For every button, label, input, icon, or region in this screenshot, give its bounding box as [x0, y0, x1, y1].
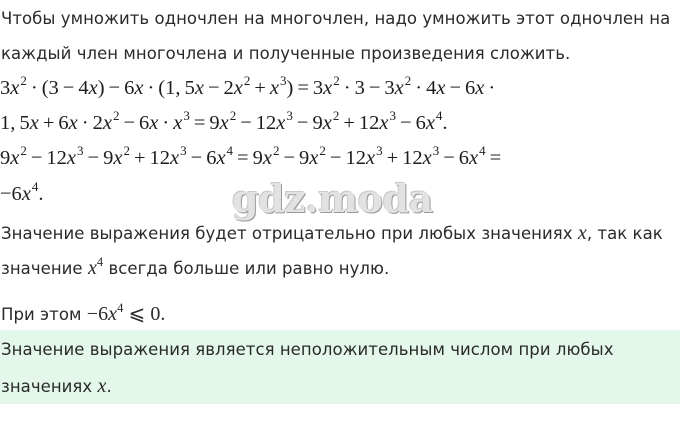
math-line-4: $-6x^4$.: [0, 179, 44, 205]
intro-line-1: Чтобы умножить одночлен на многочлен, надо умножить этот одночлен на: [1, 9, 671, 28]
answer-box: [0, 330, 680, 404]
math-line-2: 1, $5x + 6x \cdot 2x^2 - 6x \cdot x^3 = 9x^2 - 12x^3 - 9x^2 + 12x^3 - 6x^4$.: [0, 108, 448, 134]
intro-line-2: каждый член многочлена и полученные произведения сложить.: [1, 44, 571, 63]
statement-line-1: Значение выражения будет отрицательно при любых значениях x, так как: [1, 222, 663, 244]
statement-line-2: значение $x^4$ всегда больше или равно нулю.: [1, 255, 390, 279]
answer-line-1: Значение выражения является неположительным числом при любых: [1, 340, 614, 359]
note-line: При этом $-6x^4$ ⩽ 0.: [1, 301, 166, 325]
math-line-1: $3x^2 \cdot (3 - 4x) - 6x \cdot (1$, $5x - 2x^2 + x^3) = 3x^2 \cdot 3 - 3x^2 \cdot 4x - 6x$ ·: [0, 73, 496, 99]
math-line-3: $9x^2 - 12x^3 - 9x^2 + 12x^3 - 6x^4 = 9x^2 - 9x^2 - 12x^3 + 12x^3 - 6x^4$ =: [0, 143, 502, 169]
answer-line-2: значениях x.: [1, 375, 112, 397]
watermark-logo: gdz.moda: [232, 176, 433, 221]
